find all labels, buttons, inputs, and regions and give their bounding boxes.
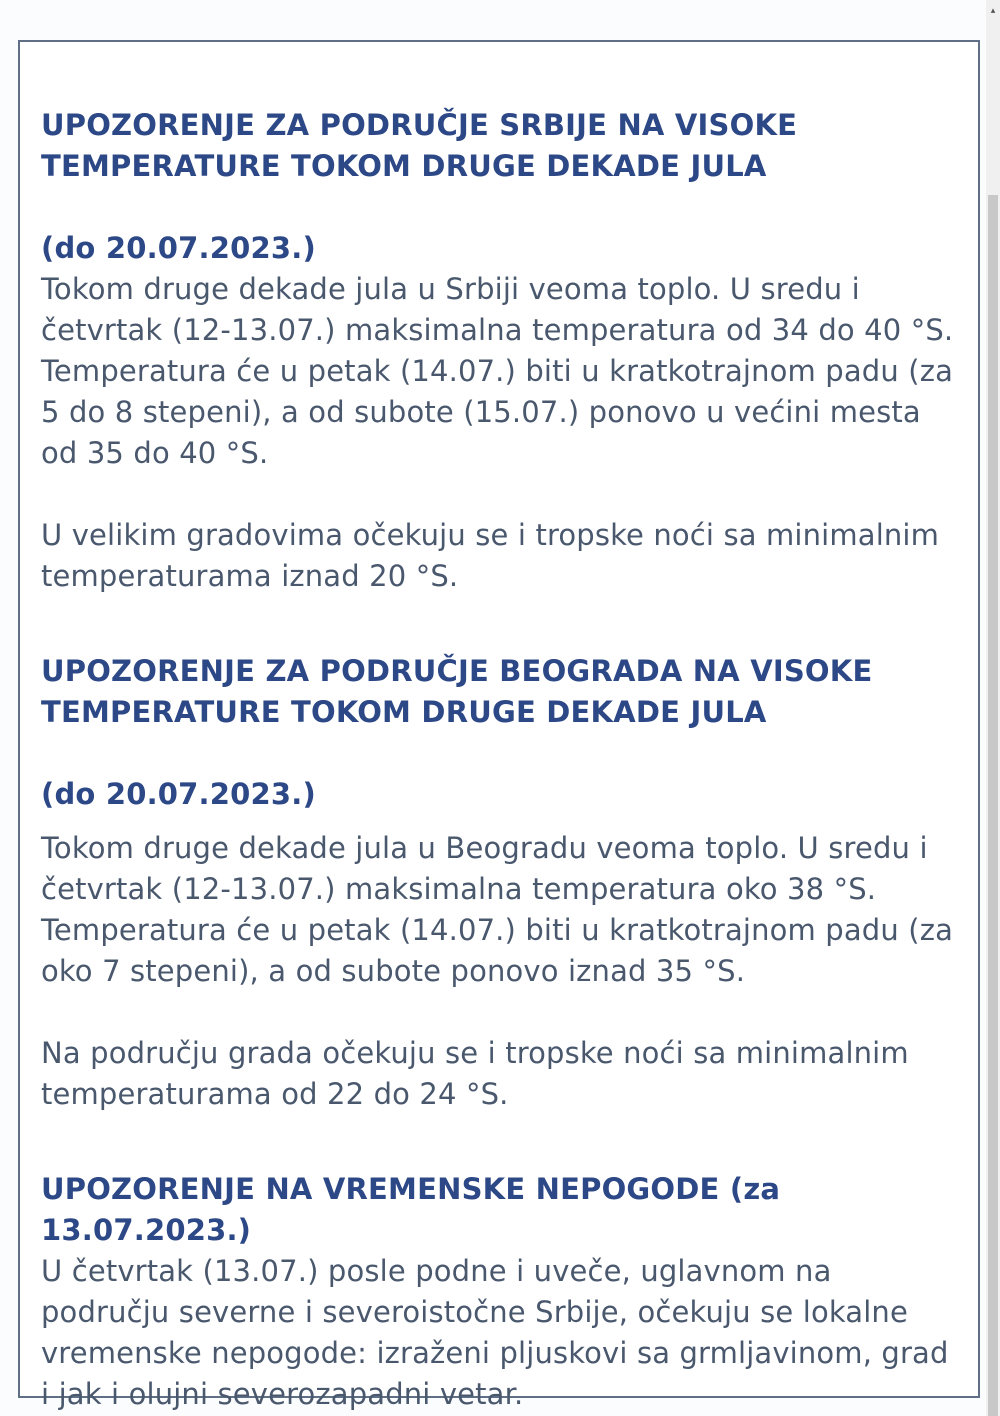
warning-belgrade-heat (41, 610, 958, 1115)
scrollbar-thumb[interactable] (988, 195, 998, 1416)
warning-title-text: UPOZORENJE ZA PODRUČJE SRBIJE NA VISOKE TEMPERATURE TOKOM DRUGE DEKADE JULA (41, 108, 798, 183)
warning-title (41, 1128, 958, 1251)
warning-title (41, 610, 958, 815)
warning-date: (do 20.07.2023.) (41, 231, 316, 265)
weather-warnings-box (18, 40, 980, 1411)
spacer (41, 1115, 958, 1128)
warning-storms (41, 1128, 958, 1415)
warning-serbia-heat (41, 64, 958, 597)
warning-title-text: UPOZORENJE ZA PODRUČJE BEOGRADA NA VISOKE TEMPERATURE TOKOM DRUGE DEKADE JULA (41, 654, 873, 729)
spacer (41, 992, 958, 1033)
warning-paragraph: Tokom druge dekade jula u Beogradu veoma toplo. U sredu i četvrtak (12-13.07.) maksimalna temperatura oko 38 °S. Temperatura će u petak (14.07.) biti u kratkotrajnom padu (za oko 7 stepeni), a od subote ponovo iznad 35 °S. (41, 831, 954, 988)
warning-title-text: UPOZORENJE NA VREMENSKE NEPOGODE (za 13.07.2023.) (41, 1172, 781, 1247)
spacer (41, 597, 958, 610)
scroll-up-arrow-icon[interactable]: ▴ (990, 6, 996, 16)
spacer (41, 474, 958, 515)
warning-paragraph: U četvrtak (13.07.) posle podne i uveče, uglavnom na području severne i severoistočne Srbije, očekuju se lokalne vremenske nepogode: izraženi pljuskovi sa grmljavinom, grad i jak i olujni severozapadni vetar. (41, 1254, 949, 1411)
warning-paragraph: U velikim gradovima očekuju se i tropske noći sa minimalnim temperaturama iznad 20 °S. (41, 518, 940, 593)
warning-date: (do 20.07.2023.) (41, 777, 316, 811)
warning-paragraph: Tokom druge dekade jula u Srbiji veoma toplo. U sredu i četvrtak (12-13.07.) maksimalna temperatura od 34 do 40 °S. Temperatura će u petak (14.07.) biti u kratkotrajnom padu (za 5 do 8 stepeni), a od subote (15.07.) ponovo u većini mesta od 35 do 40 °S. (41, 272, 954, 470)
vertical-scrollbar[interactable] (986, 0, 1000, 1416)
warning-paragraph: Na području grada očekuju se i tropske noći sa minimalnim temperaturama od 22 do 24 °S. (41, 1036, 909, 1111)
warning-title (41, 64, 958, 269)
spacer (41, 815, 958, 828)
